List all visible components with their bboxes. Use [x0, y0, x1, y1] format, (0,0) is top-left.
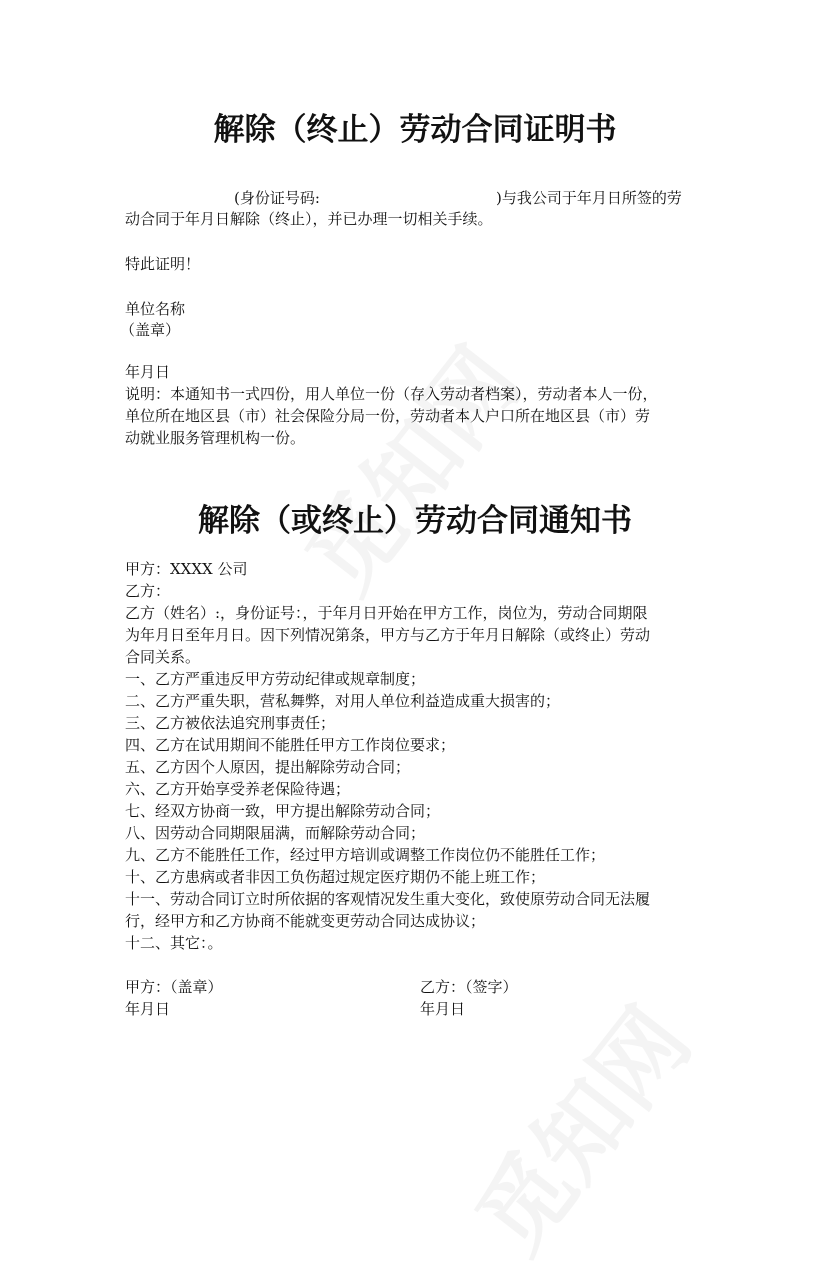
- certificate-note-line: 动就业服务管理机构一份。: [125, 429, 306, 447]
- notice-party-a: 甲方：XXXX 公司: [125, 560, 248, 578]
- signature-date-b: 年月日: [420, 1000, 466, 1018]
- certificate-note-line: 说明：本通知书一式四份，用人单位一份（存入劳动者档案），劳动者本人一份，: [125, 385, 658, 403]
- notice-item: 一、乙方严重违反甲方劳动纪律或规章制度；: [125, 670, 426, 688]
- notice-item: 二、乙方严重失职，营私舞弊，对用人单位利益造成重大损害的；: [125, 692, 561, 710]
- certificate-special: 特此证明！: [125, 255, 201, 273]
- certificate-line1-rest: )与我公司于年月日所签的劳: [496, 189, 682, 207]
- certificate-id-label: (身份证号码:: [234, 189, 320, 207]
- notice-item: 六、乙方开始享受养老保险待遇；: [125, 780, 351, 798]
- signature-date-a: 年月日: [125, 1000, 171, 1018]
- certificate-unit-name: 单位名称: [125, 300, 186, 318]
- certificate-note-line: 单位所在地区县（市）社会保险分局一份，劳动者本人户口所在地区县（市）劳: [125, 407, 651, 425]
- certificate-seal: （盖章）: [120, 321, 181, 339]
- notice-body-line: 为年月日至年月日。因下列情况第条，甲方与乙方于年月日解除（或终止）劳动: [125, 626, 651, 644]
- notice-body-line: 合同关系。: [125, 648, 201, 666]
- watermark-2: [441, 977, 715, 1275]
- notice-item: 七、经双方协商一致，甲方提出解除劳动合同；: [125, 802, 441, 820]
- notice-item: 八、因劳动合同期限届满，而解除劳动合同；: [125, 824, 426, 842]
- notice-item: 三、乙方被依法追究刑事责任；: [125, 714, 336, 732]
- notice-item: 十一、劳动合同订立时所依据的客观情况发生重大变化，致使原劳动合同无法履: [125, 890, 651, 908]
- notice-item: 十、乙方患病或者非因工负伤超过规定医疗期仍不能上班工作；: [125, 868, 546, 886]
- notice-item: 九、乙方不能胜任工作，经过甲方培训或调整工作岗位仍不能胜任工作；: [125, 846, 606, 864]
- signature-party-b: 乙方：（签字）: [420, 978, 518, 996]
- signature-party-a: 甲方：（盖章）: [125, 978, 223, 996]
- notice-title: 解除（或终止）劳动合同通知书: [198, 503, 632, 539]
- notice-item: 五、乙方因个人原因，提出解除劳动合同；: [125, 758, 411, 776]
- notice-item: 十二、其它：。: [125, 934, 223, 952]
- notice-party-b: 乙方：: [125, 582, 171, 600]
- notice-item: 四、乙方在试用期间不能胜任甲方工作岗位要求；: [125, 736, 456, 754]
- certificate-line2: 动合同于年月日解除（终止），并已办理一切相关手续。: [125, 210, 493, 228]
- certificate-title: 解除（终止）劳动合同证明书: [213, 112, 617, 148]
- notice-item: 行，经甲方和乙方协商不能就变更劳动合同达成协议；: [125, 912, 486, 930]
- watermark-1: [271, 317, 545, 616]
- certificate-date: 年月日: [125, 363, 171, 381]
- notice-body-line: 乙方（姓名）:，身份证号：，于年月日开始在甲方工作，岗位为，劳动合同期限: [125, 604, 648, 622]
